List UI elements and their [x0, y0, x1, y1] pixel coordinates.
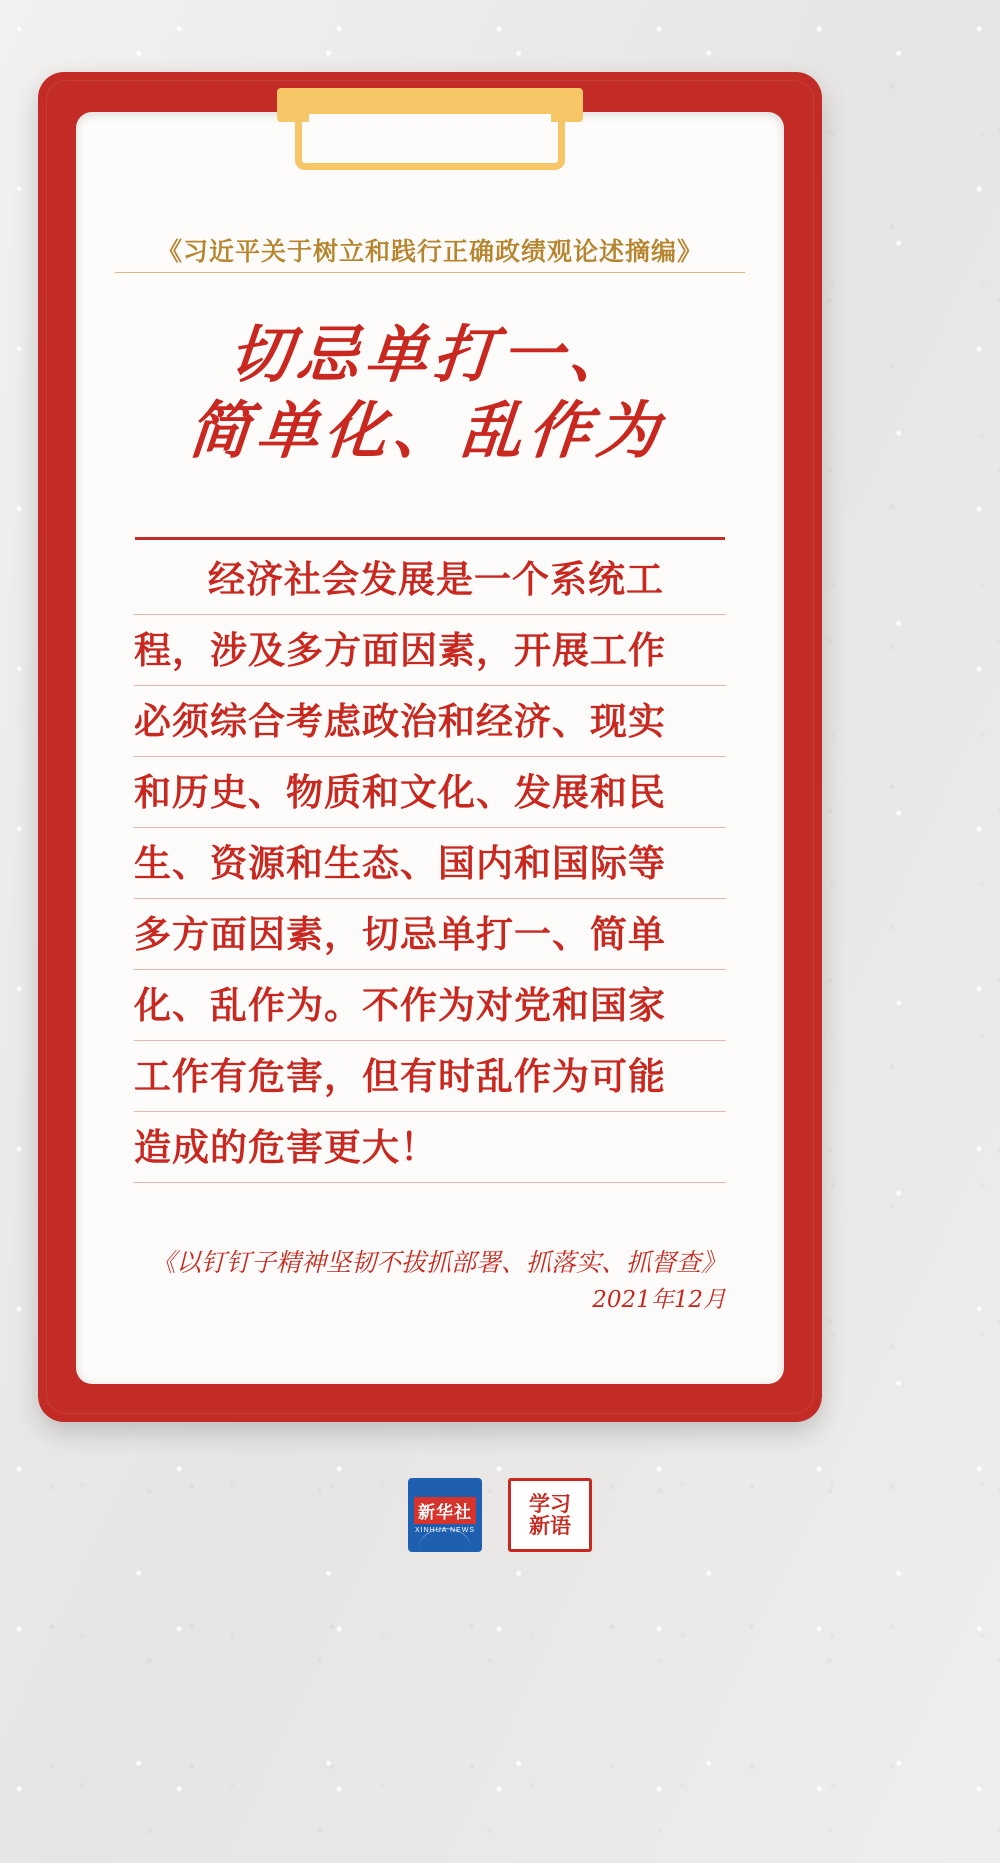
headline-line-1: 切忌单打一、	[226, 318, 641, 391]
xuexi-logo-line-1: 学习	[529, 1490, 571, 1516]
quote-line: 程，涉及多方面因素，开展工作	[134, 615, 726, 686]
headline-divider	[135, 537, 725, 540]
footer-logos	[0, 1478, 1000, 1552]
quote-line: 工作有危害，但有时乱作为可能	[134, 1041, 726, 1112]
clip-inner-gap	[309, 114, 551, 146]
xinhua-news-logo	[408, 1478, 482, 1552]
source-title: 《习近平关于树立和践行正确政绩观论述摘编》	[156, 237, 703, 266]
headline	[76, 317, 784, 468]
quote-body	[134, 544, 726, 1183]
quote-line: 和历史、物质和文化、发展和民	[134, 757, 726, 828]
quote-line: 经济社会发展是一个系统工	[134, 544, 726, 615]
poster-card	[76, 112, 784, 1384]
source-title-divider	[115, 272, 745, 273]
xinhua-logo-en: XINHUA NEWS	[414, 1526, 475, 1534]
xinhua-logo-cn: 新华社	[414, 1497, 476, 1524]
citation-date: 2021年12月	[592, 1286, 726, 1313]
xuexi-xinyu-logo	[508, 1478, 592, 1552]
poster-board	[38, 72, 822, 1422]
quote-line: 生、资源和生态、国内和国际等	[134, 828, 726, 899]
clipboard-clip-icon	[277, 88, 583, 172]
quote-line: 造成的危害更大！	[134, 1112, 726, 1183]
citation	[134, 1244, 726, 1318]
headline-line-2: 简单化、乱作为	[185, 393, 668, 467]
xuexi-logo-line-2: 新语	[529, 1513, 571, 1538]
quote-line: 必须综合考虑政治和经济、现实	[134, 686, 726, 757]
citation-source: 《以钉钉子精神坚韧不拔抓部署、抓落实、抓督查》	[150, 1248, 726, 1277]
quote-line: 化、乱作为。不作为对党和国家	[134, 970, 726, 1041]
quote-line: 多方面因素，切忌单打一、简单	[134, 899, 726, 970]
